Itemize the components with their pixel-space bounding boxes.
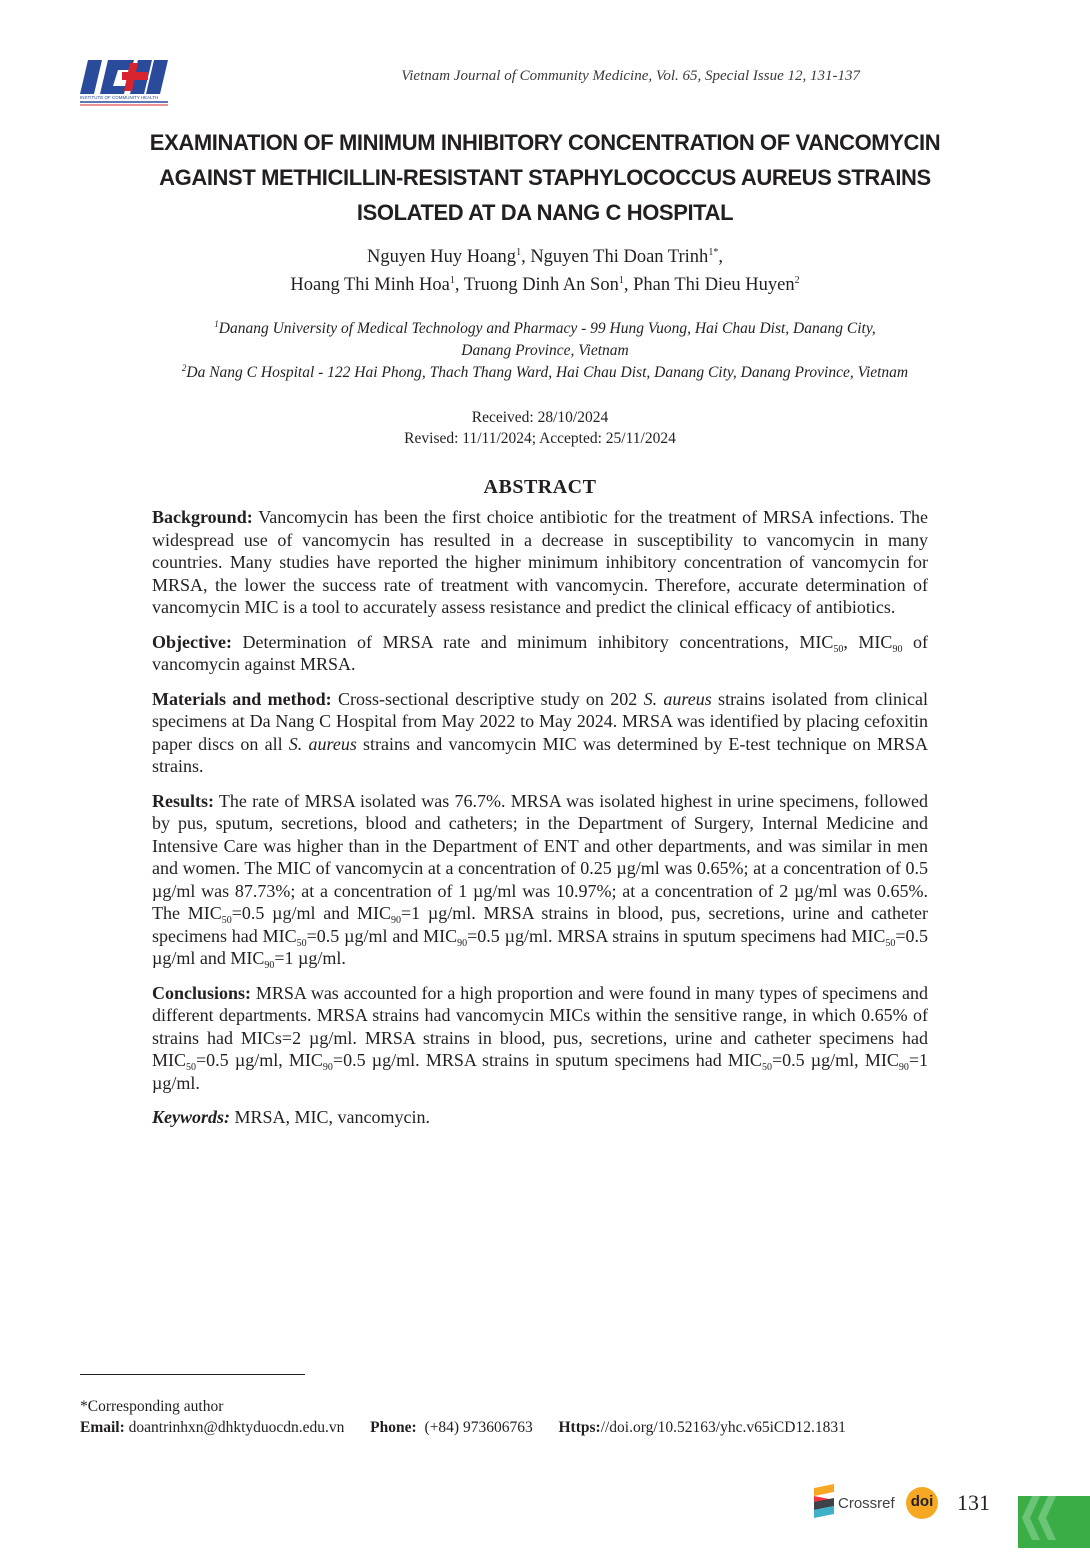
affil-marker: 1 bbox=[214, 319, 219, 329]
abstract-body bbox=[152, 506, 928, 1141]
affiliations bbox=[60, 318, 1030, 384]
keywords-label: Keywords: bbox=[152, 1107, 230, 1127]
results-label: Results: bbox=[152, 790, 214, 811]
received-date: Received: 28/10/2024 bbox=[471, 409, 609, 426]
title-line-2: AGAINST METHICILLIN-RESISTANT STAPHYLOCOCCUS AUREUS STRAINS bbox=[159, 165, 931, 190]
doi-label: Https: bbox=[558, 1419, 601, 1436]
author-name: Truong Dinh An Son bbox=[463, 275, 619, 295]
crossref-label: Crossref bbox=[838, 1495, 895, 1512]
dates bbox=[200, 407, 880, 449]
affiliation-1: Danang University of Medical Technology and Pharmacy - 99 Hung Vuong, Hai Chau Dist, Danang City, bbox=[218, 320, 876, 337]
author-affil: 2 bbox=[794, 275, 800, 286]
doi-link[interactable]: //doi.org/10.52163/yhc.v65iCD12.1831 bbox=[600, 1419, 846, 1436]
abstract-conclusions: Conclusions: MRSA was accounted for a high proportion and were found in many types of specimens and different departments. MRSA strains had vancomycin MICs within the sensitive range, in which 0.65% of strains had MICs=2 µg/ml. MRSA strains in blood, pus, secretions, urine and catheter specimens had $MIC_{50}=0.5$ µg/ml, $MIC_{90}=0.5$ µg/ml. MRSA strains in sputum specimens had $MIC_{50}=0.5$ µg/ml, $MIC_{90}=1$ µg/ml. bbox=[152, 982, 929, 1093]
author-affil: 1 bbox=[618, 275, 624, 286]
author-affil: 1 bbox=[516, 247, 522, 258]
background-label: Background: bbox=[152, 507, 253, 527]
author-affil: 1* bbox=[708, 247, 719, 258]
affiliation-1-cont: Danang Province, Vietnam bbox=[461, 342, 629, 359]
affil-marker: 2 bbox=[181, 363, 187, 373]
doi-badge: doi bbox=[906, 1487, 938, 1519]
affiliation-2: Da Nang C Hospital - 122 Hai Phong, Thach Thang Ward, Hai Chau Dist, Danang City, Danang Province, Vietnam bbox=[186, 364, 909, 381]
ich-logo bbox=[78, 58, 170, 110]
contact-line bbox=[80, 1417, 1020, 1438]
footnote-divider bbox=[80, 1374, 305, 1375]
title-line-3: ISOLATED AT DA NANG C HOSPITAL bbox=[356, 200, 734, 225]
abstract-methods: Materials and method: Cross-sectional descriptive study on 202 S. aureus strains isolated from clinical specimens at Da Nang C Hospital from May 2022 to May 2024. MRSA was identified by placing cefoxitin paper discs on all S. aureus strains and vancomycin MIC was determined by E-test technique on MRSA strains. bbox=[152, 688, 928, 776]
title-line-1: EXAMINATION OF MINIMUM INHIBITORY CONCENTRATION OF VANCOMYCIN bbox=[149, 130, 941, 155]
paper-title bbox=[60, 125, 1030, 230]
page-tab bbox=[1018, 1496, 1090, 1548]
objective-label: Objective: bbox=[152, 631, 232, 652]
phone-label: Phone: bbox=[370, 1419, 417, 1436]
author-list: Nguyen Huy Hoang$^1$, Nguyen Thi Doan Trinh$^{1*}$, Hoang Thi Minh Hoa$^1$, Truong Dinh An Son$^1$, Phan Thi Dieu Huyen$^2$ bbox=[290, 247, 800, 295]
abstract-background: Background: Vancomycin has been the first choice antibiotic for the treatment of MRSA infections. The widespread use of vancomycin has resulted in a decrease in susceptibility to vancomycin in many countries. Many studies have reported the higher minimum inhibitory concentration of vancomycin for MRSA, the lower the success rate of treatment with vancomycin. Therefore, accurate determination of vancomycin MIC is a tool to accurately assess resistance and predict the clinical efficacy of antibiotics. bbox=[152, 507, 928, 617]
email-link[interactable]: doantrinhxn@dhktyduocdn.edu.vn bbox=[124, 1419, 345, 1436]
author-name: Nguyen Huy Hoang bbox=[367, 247, 517, 267]
author-name: Phan Thi Dieu Huyen bbox=[633, 275, 795, 295]
crossref-doi-logo[interactable] bbox=[812, 1484, 942, 1524]
author-affil: 1 bbox=[449, 275, 455, 286]
abstract-results: Results: The rate of MRSA isolated was 76.7%. MRSA was isolated highest in urine specimens, followed by pus, sputum, secretions, blood and catheters; in the Department of Surgery, Internal Medicine and Intensive Care was higher than in the Department of ENT and other departments, and was similar in men and women. The MIC of vancomycin at a concentration of 0.25 µg/ml was 0.65%; at a concentration of 0.5 µg/ml was 87.73%; at a concentration of 1 µg/ml was 10.97%; at a concentration of 2 µg/ml was 0.65%. The $MIC_{50}=0.5$ µg/ml and $MIC_{90}=1$ µg/ml. MRSA strains in blood, pus, secretions, urine and catheter specimens had $MIC_{50}=0.5$ µg/ml and $MIC_{90}=0.5$ µg/ml. MRSA strains in sputum specimens had $MIC_{50}=0.5$ µg/ml and $MIC_{90}=1$ µg/ml. bbox=[152, 790, 928, 971]
email-label: Email: bbox=[80, 1419, 125, 1436]
revised-accepted-dates: Revised: 11/11/2024; Accepted: 25/11/2024 bbox=[404, 430, 676, 447]
page-number: 131 bbox=[957, 1490, 990, 1515]
crossref-icon bbox=[812, 1484, 840, 1524]
journal-citation: Vietnam Journal of Community Medicine, Vol. 65, Special Issue 12, 131-137 bbox=[401, 68, 860, 84]
author-name: Nguyen Thi Doan Trinh bbox=[530, 247, 709, 267]
conclusions-label: Conclusions: bbox=[152, 982, 252, 1003]
double-chevron-left-icon bbox=[1018, 1496, 1090, 1548]
methods-label: Materials and method: bbox=[152, 688, 332, 709]
phone-number: (+84) 973606763 bbox=[420, 1419, 533, 1436]
abstract-heading: ABSTRACT bbox=[483, 476, 597, 498]
footnote bbox=[80, 1396, 1020, 1438]
institute-logo-icon bbox=[78, 58, 170, 110]
abstract-objective: Objective: Determination of MRSA rate and minimum inhibitory concentrations, $MIC_{50}$, $MIC_{90}$ of vancomycin against MRSA. bbox=[152, 631, 928, 674]
corresponding-author-note: *Corresponding author bbox=[80, 1398, 224, 1415]
abstract-keywords: Keywords: MRSA, MIC, vancomycin. bbox=[152, 1107, 430, 1127]
logo-caption: INSTITUTE OF COMMUNITY HEALTH bbox=[80, 95, 159, 100]
author-name: Hoang Thi Minh Hoa bbox=[290, 275, 450, 295]
